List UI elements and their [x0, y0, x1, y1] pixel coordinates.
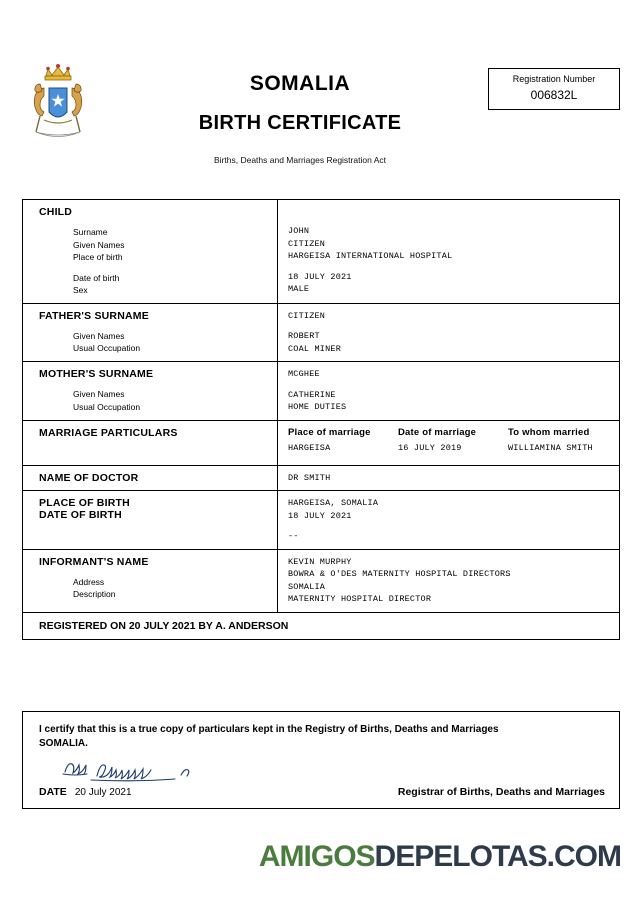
birth-extra-value: -- [288, 531, 299, 541]
table-row-child [23, 200, 619, 304]
mother-labels [23, 362, 277, 420]
act-line: Births, Deaths and Marriages Registration Act [214, 155, 386, 165]
table-row-father [23, 304, 619, 363]
marriage-section-title: MARRIAGE PARTICULARS [39, 426, 178, 439]
marriage-place-label: Place of marriage [288, 426, 371, 438]
father-labels [23, 304, 277, 362]
child-sex-value: MALE [288, 284, 310, 294]
child-given-names-value: CITIZEN [288, 238, 326, 249]
child-surname-value: JOHN [288, 226, 310, 236]
mother-surname-value: MCGHEE [288, 369, 320, 379]
certification-line-2: SOMALIA. [39, 738, 88, 749]
marriage-headers [288, 427, 628, 440]
mother-given-names-value: CATHERINE [288, 389, 336, 400]
mother-values [277, 362, 619, 420]
informant-description-value: MATERNITY HOSPITAL DIRECTOR [288, 594, 432, 604]
registration-number-label: Registration Number [512, 74, 596, 84]
doctor-section-title: NAME OF DOCTOR [39, 471, 139, 484]
informant-name-value: KEVIN MURPHY [288, 556, 352, 567]
marriage-labels [23, 421, 277, 465]
doctor-values [277, 466, 619, 491]
mother-occupation-value: HOME DUTIES [288, 402, 347, 412]
date-value: 20 July 2021 [74, 787, 132, 798]
mother-given-names-label: Given Names [73, 389, 125, 399]
child-labels [23, 200, 277, 303]
country-title: SOMALIA [249, 72, 351, 95]
child-place-of-birth-label: Place of birth [73, 252, 123, 262]
birth-place-date-labels [23, 491, 277, 549]
child-date-of-birth-label: Date of birth [73, 272, 120, 283]
certificate-header [0, 46, 643, 171]
table-row-doctor [23, 466, 619, 492]
informant-address-label: Address [73, 576, 105, 587]
marriage-to-whom-value: WILLIAMINA SMITH [508, 443, 593, 453]
father-given-names-label: Given Names [73, 330, 125, 341]
table-row-registered [23, 613, 619, 639]
registered-text: REGISTERED ON 20 JULY 2021 BY A. ANDERSON [39, 619, 289, 632]
coat-of-arms-icon [22, 60, 94, 148]
child-sex-label: Sex [73, 285, 88, 295]
marriage-to-whom-label: To whom married [508, 426, 590, 438]
watermark-part-b: DEPELOTAS.COM [374, 840, 621, 873]
marriage-date-label: Date of marriage [398, 426, 477, 438]
informant-labels [23, 550, 277, 612]
mother-section-title: MOTHER'S SURNAME [39, 368, 154, 380]
father-given-names-value: ROBERT [288, 331, 320, 341]
certification-statement [23, 712, 619, 751]
father-occupation-label: Usual Occupation [73, 343, 141, 353]
birth-place-value: HARGEISA, SOMALIA [288, 498, 379, 508]
birth-place-date-values [277, 491, 619, 549]
registrar-signature [61, 756, 231, 782]
certification-date [39, 782, 132, 800]
informant-values [277, 550, 619, 612]
birth-date-value: 18 JULY 2021 [288, 510, 352, 521]
date-of-birth-section-title: DATE OF BIRTH [39, 509, 122, 521]
informant-section-title: INFORMANT'S NAME [39, 555, 149, 568]
informant-description-label: Description [73, 589, 116, 599]
doctor-labels [23, 466, 277, 491]
registration-number-value: 006832L [530, 88, 578, 102]
title-block [120, 72, 480, 165]
watermark [0, 840, 643, 874]
mother-occupation-label: Usual Occupation [73, 401, 141, 412]
doctor-name-value: DR SMITH [288, 472, 331, 483]
child-date-of-birth-value: 18 JULY 2021 [288, 271, 352, 282]
marriage-date-value: 16 JULY 2019 [398, 443, 462, 453]
document-title: BIRTH CERTIFICATE [198, 112, 402, 134]
father-section-title: FATHER'S SURNAME [39, 309, 149, 322]
father-values [277, 304, 619, 362]
date-label: DATE [39, 786, 67, 798]
marriage-place-value: HARGEISA [288, 443, 331, 453]
child-values [277, 200, 619, 303]
registrar-title: Registrar of Births, Deaths and Marriages [397, 786, 605, 798]
table-row-marriage [23, 421, 619, 466]
child-section-title: CHILD [39, 206, 73, 218]
certification-line-1: I certify that this is a true copy of particulars kept in the Registry of Births, Deaths and Marriages [39, 724, 499, 735]
child-given-names-label: Given Names [73, 239, 125, 250]
marriage-value-row [288, 442, 628, 455]
table-row-informant [23, 550, 619, 613]
place-of-birth-section-title: PLACE OF BIRTH [39, 497, 130, 509]
informant-address-line1: BOWRA & O'DES MATERNITY HOSPITAL DIRECTORS [288, 569, 511, 579]
table-row-birth-place-date [23, 491, 619, 550]
child-place-of-birth-value: HARGEISA INTERNATIONAL HOSPITAL [288, 251, 453, 261]
father-surname-value: CITIZEN [288, 310, 326, 321]
father-occupation-value: COAL MINER [288, 343, 342, 354]
table-row-mother [23, 362, 619, 421]
child-surname-label: Surname [73, 227, 108, 237]
marriage-values [277, 421, 628, 465]
certification-box [22, 711, 620, 809]
particulars-table [22, 199, 620, 640]
registration-number-box [488, 68, 620, 110]
certification-footer [23, 782, 621, 800]
informant-address-line2: SOMALIA [288, 581, 326, 592]
watermark-part-a: AMIGOS [258, 840, 375, 873]
